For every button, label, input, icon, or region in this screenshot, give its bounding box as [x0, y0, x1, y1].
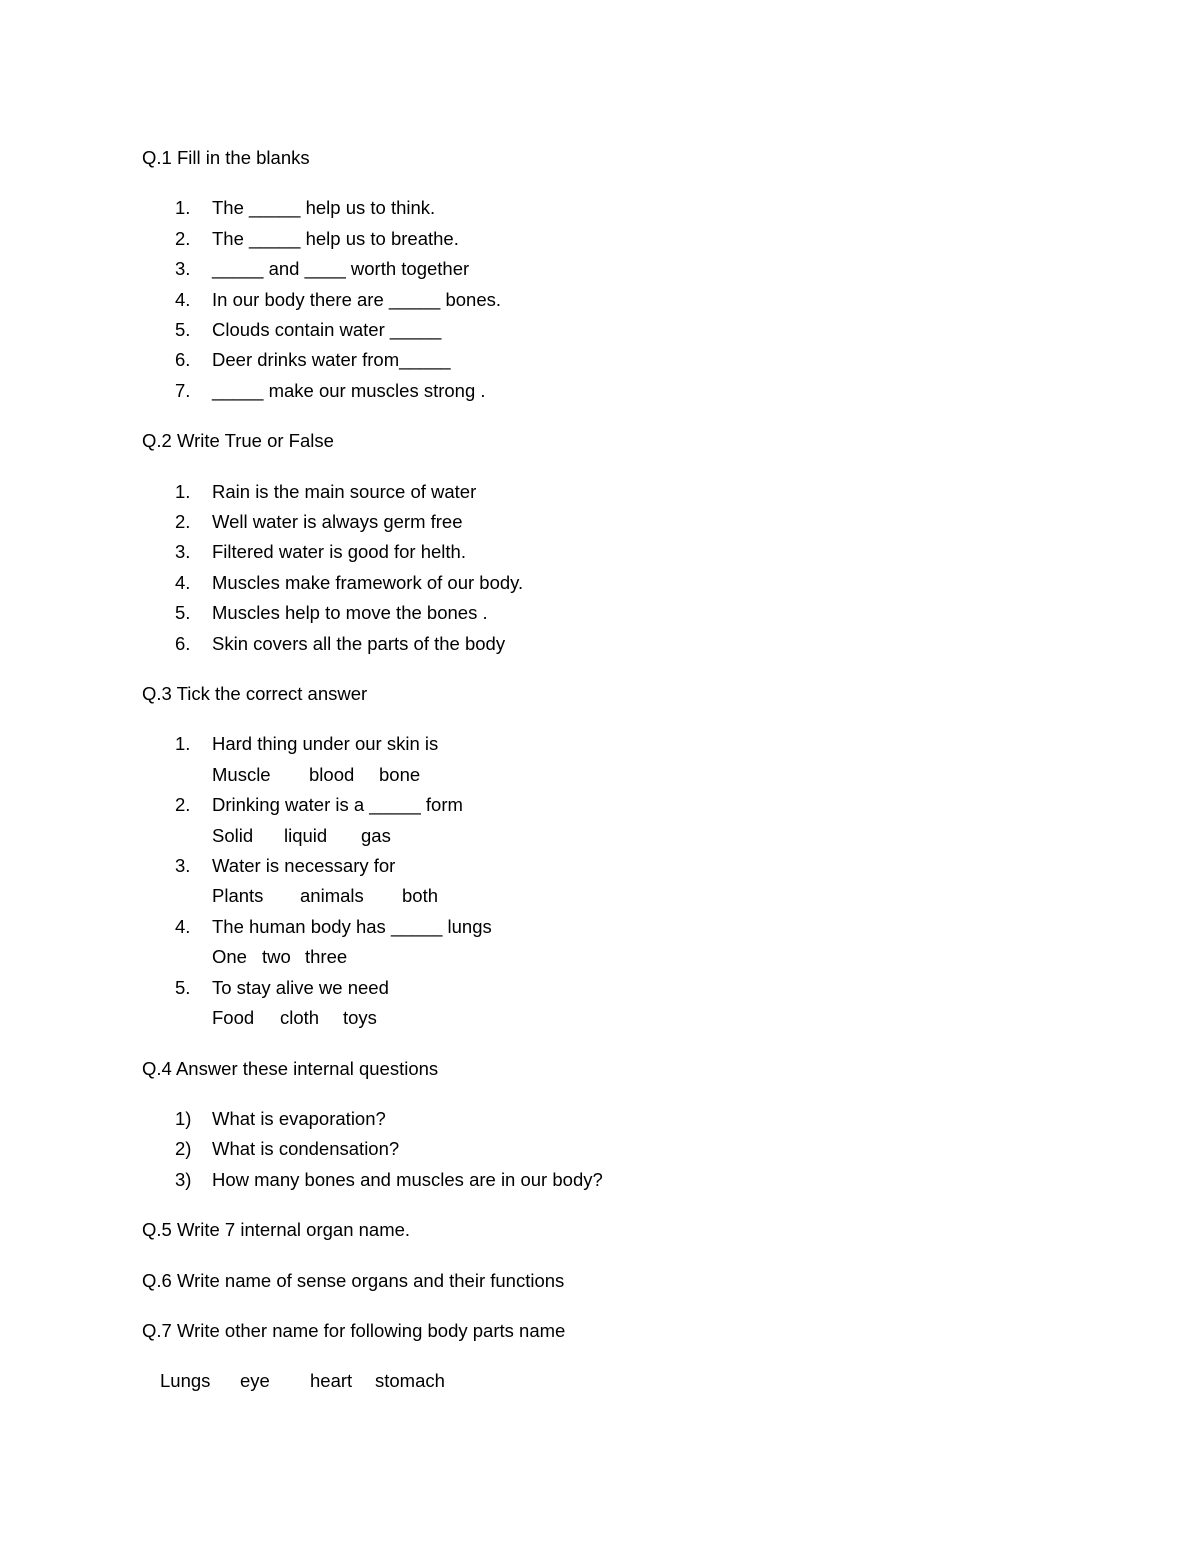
- question-2-section: [142, 426, 1200, 659]
- item-text: Water is necessary for: [212, 855, 396, 877]
- item-number: 4.: [175, 288, 191, 310]
- item-number: 7.: [175, 379, 191, 401]
- item-number: 5.: [175, 602, 191, 624]
- item-number: 1.: [175, 480, 191, 502]
- item-text: Deer drinks water from_____: [212, 349, 451, 371]
- list-item: [142, 568, 1200, 598]
- item-number: 3.: [175, 258, 191, 280]
- body-parts-list: [142, 1366, 1200, 1396]
- list-item: [142, 224, 1200, 254]
- list-item: [142, 598, 1200, 628]
- item-text: Muscles make framework of our body.: [212, 571, 524, 593]
- option: liquid: [284, 824, 328, 846]
- question-4-heading: Q.4 Answer these internal questions: [142, 1057, 439, 1079]
- item-text: Clouds contain water _____: [212, 319, 442, 341]
- list-item: [142, 1104, 1200, 1134]
- question-5-heading: Q.5 Write 7 internal organ name.: [142, 1219, 411, 1241]
- item-text: What is condensation?: [212, 1138, 400, 1160]
- list-item: [142, 629, 1200, 659]
- item-text: The _____ help us to breathe.: [212, 227, 459, 249]
- item-number: 2.: [175, 511, 191, 533]
- list-item: [142, 973, 1200, 1034]
- list-item: [142, 790, 1200, 851]
- option: cloth: [280, 1007, 320, 1029]
- item-number: 1): [175, 1107, 192, 1129]
- option: bone: [379, 763, 421, 785]
- item-number: 3): [175, 1168, 192, 1190]
- question-3-list: [142, 729, 1200, 1033]
- question-1-section: [142, 143, 1200, 406]
- option: Plants: [212, 885, 264, 907]
- item-number: 2): [175, 1138, 192, 1160]
- answer-options: [212, 821, 1200, 851]
- list-item: [142, 1134, 1200, 1164]
- body-part: stomach: [375, 1370, 445, 1392]
- item-text: In our body there are _____ bones.: [212, 288, 502, 310]
- answer-options: [212, 942, 1200, 972]
- question-7-heading: Q.7 Write other name for following body parts name: [142, 1319, 566, 1341]
- item-number: 4.: [175, 571, 191, 593]
- list-item: [142, 477, 1200, 507]
- item-text: Well water is always germ free: [212, 511, 463, 533]
- answer-options: [212, 1003, 1200, 1033]
- item-number: 2.: [175, 227, 191, 249]
- item-text: The human body has _____ lungs: [212, 915, 492, 937]
- item-number: 1.: [175, 733, 191, 755]
- item-text: Filtered water is good for helth.: [212, 541, 466, 563]
- item-number: 3.: [175, 855, 191, 877]
- list-item: [142, 1165, 1200, 1195]
- item-number: 6.: [175, 349, 191, 371]
- list-item: [142, 729, 1200, 790]
- item-text: To stay alive we need: [212, 976, 389, 998]
- item-text: Skin covers all the parts of the body: [212, 632, 506, 654]
- body-part: eye: [240, 1370, 270, 1392]
- list-item: [142, 537, 1200, 567]
- option: Food: [212, 1007, 255, 1029]
- item-number: 2.: [175, 794, 191, 816]
- item-number: 3.: [175, 541, 191, 563]
- item-text: The _____ help us to think.: [212, 197, 436, 219]
- list-item: [142, 912, 1200, 973]
- list-item: [142, 851, 1200, 912]
- question-4-section: [142, 1054, 1200, 1196]
- item-text: Rain is the main source of water: [212, 480, 477, 502]
- question-1-list: [142, 193, 1200, 406]
- list-item: [142, 345, 1200, 375]
- option: both: [402, 885, 439, 907]
- answer-options: [212, 881, 1200, 911]
- answer-options: [212, 760, 1200, 790]
- question-4-list: [142, 1104, 1200, 1195]
- item-text: How many bones and muscles are in our body?: [212, 1168, 603, 1190]
- option: Muscle: [212, 763, 271, 785]
- item-number: 4.: [175, 915, 191, 937]
- item-text: Hard thing under our skin is: [212, 733, 439, 755]
- option: One: [212, 946, 247, 968]
- option: two: [262, 946, 291, 968]
- option: blood: [309, 763, 355, 785]
- item-text: Muscles help to move the bones .: [212, 602, 488, 624]
- list-item: [142, 315, 1200, 345]
- question-2-list: [142, 477, 1200, 659]
- option: three: [305, 946, 348, 968]
- option: gas: [361, 824, 391, 846]
- list-item: [142, 507, 1200, 537]
- body-part: Lungs: [160, 1370, 211, 1392]
- list-item: [142, 376, 1200, 406]
- list-item: [142, 193, 1200, 223]
- item-text: What is evaporation?: [212, 1107, 386, 1129]
- question-3-section: [142, 679, 1200, 1033]
- option: Solid: [212, 824, 254, 846]
- question-7-section: [142, 1316, 1200, 1397]
- item-text: _____ and ____ worth together: [212, 258, 470, 280]
- item-text: _____ make our muscles strong .: [212, 379, 486, 401]
- list-item: [142, 254, 1200, 284]
- option: toys: [343, 1007, 377, 1029]
- option: animals: [300, 885, 364, 907]
- item-number: 6.: [175, 632, 191, 654]
- item-number: 5.: [175, 319, 191, 341]
- body-part: heart: [310, 1370, 353, 1392]
- question-1-heading: Q.1 Fill in the blanks: [142, 147, 310, 168]
- question-6-heading: Q.6 Write name of sense organs and their functions: [142, 1269, 565, 1291]
- item-number: 1.: [175, 197, 191, 219]
- question-3-heading: Q.3 Tick the correct answer: [142, 683, 368, 705]
- list-item: [142, 285, 1200, 315]
- question-2-heading: Q.2 Write True or False: [142, 430, 334, 452]
- item-number: 5.: [175, 976, 191, 998]
- item-text: Drinking water is a _____ form: [212, 794, 463, 816]
